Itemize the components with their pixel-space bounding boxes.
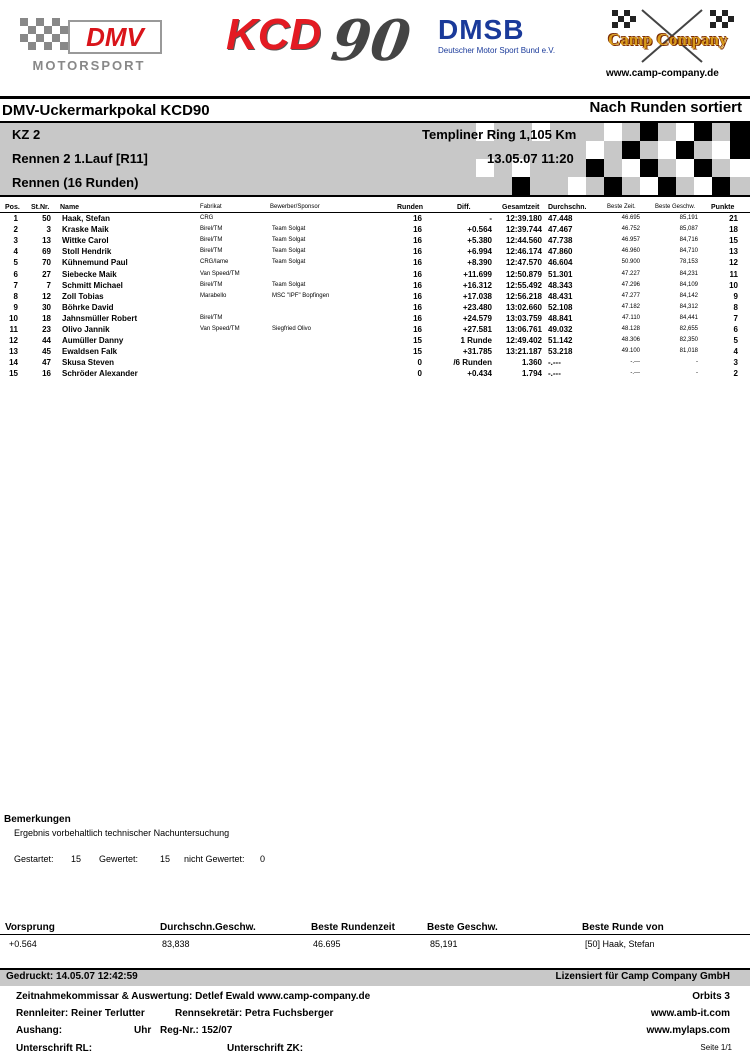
cell-diff: +24.579 xyxy=(462,313,492,323)
kcd-number: 90 xyxy=(327,8,415,74)
cell-beste-zeit: 46.695 xyxy=(621,215,640,221)
cell-beste-zeit: 49.100 xyxy=(621,348,640,355)
cell-bewerber: Team Solgat xyxy=(272,259,306,266)
summary-avg-speed-value: 83,838 xyxy=(162,939,190,949)
cell-stnr: 16 xyxy=(42,369,51,379)
cell-pos: 7 xyxy=(13,280,18,290)
cell-pos: 11 xyxy=(9,325,18,334)
cell-punkte: 3 xyxy=(733,358,738,368)
cell-name: Olivo Jannik xyxy=(62,325,110,334)
cell-beste-geschw: 81,018 xyxy=(679,348,698,355)
race-name: Rennen 2 1.Lauf [R11] xyxy=(12,151,148,166)
not-classified-label: nicht Gewertet: xyxy=(184,854,245,864)
col-gesamtzeit: Gesamtzeit xyxy=(502,204,540,211)
cell-diff: /6 Runden xyxy=(453,358,492,368)
cell-fabrikat: Birel/TM xyxy=(200,314,223,321)
cell-stnr: 18 xyxy=(42,313,51,323)
cell-bewerber: Team Solgat xyxy=(272,237,306,244)
cell-stnr: 7 xyxy=(46,280,51,290)
cell-beste-zeit: 47.182 xyxy=(621,303,640,310)
cell-punkte: 4 xyxy=(733,347,738,357)
cell-pos: 5 xyxy=(13,258,18,268)
cell-stnr: 13 xyxy=(42,236,51,246)
cell-runden: 16 xyxy=(413,258,422,268)
cell-beste-geschw: 84,716 xyxy=(679,237,698,244)
dmsb-subtitle: Deutscher Motor Sport Bund e.V. xyxy=(438,46,556,55)
cell-beste-zeit: 47.110 xyxy=(622,314,640,321)
cell-diff: +31.785 xyxy=(462,347,492,357)
cell-name: Kühnemund Paul xyxy=(62,258,128,268)
signature-zk: Unterschrift ZK: xyxy=(227,1043,304,1054)
cell-punkte: 9 xyxy=(733,291,738,301)
cell-durchschn: 49.032 xyxy=(548,325,573,334)
cell-bewerber: Team Solgat xyxy=(272,281,306,288)
cell-stnr: 47 xyxy=(42,358,51,368)
table-row xyxy=(0,303,750,314)
table-row xyxy=(0,225,750,236)
col-punkte: Punkte xyxy=(711,204,735,211)
cell-durchschn: 51.301 xyxy=(548,269,573,279)
cell-runden: 16 xyxy=(413,247,422,257)
cell-punkte: 18 xyxy=(729,225,738,235)
table-header-rule xyxy=(0,212,750,213)
cell-pos: 8 xyxy=(13,291,18,301)
cell-bewerber: Team Solgat xyxy=(272,226,306,233)
summary-best-lap-by-value: [50] Haak, Stefan xyxy=(585,939,655,949)
cell-gesamtzeit: 12:39.180 xyxy=(505,214,542,223)
cell-punkte: 5 xyxy=(733,336,738,346)
cell-pos: 9 xyxy=(13,302,18,312)
summary-best-speed-value: 85,191 xyxy=(430,939,458,949)
col-name: Name xyxy=(60,204,80,211)
cell-name: Wittke Carol xyxy=(62,236,109,246)
cell-diff: 1 Runde xyxy=(460,336,492,346)
cell-bewerber: Team Solgat xyxy=(272,248,306,255)
cell-name: Kraske Maik xyxy=(62,225,109,235)
cell-fabrikat: Marabello xyxy=(200,292,227,299)
race-class: KZ 2 xyxy=(12,127,41,142)
cell-stnr: 69 xyxy=(42,247,51,257)
col-pos: Pos. xyxy=(5,204,20,211)
cell-runden: 15 xyxy=(413,336,422,346)
cell-runden: 16 xyxy=(413,325,422,334)
cell-gesamtzeit: 13:21.187 xyxy=(505,347,542,357)
cell-beste-zeit: 47.296 xyxy=(621,281,640,288)
cell-stnr: 70 xyxy=(42,258,51,268)
signature-rl: Unterschrift RL: xyxy=(16,1043,93,1054)
cell-gesamtzeit: 1.794 xyxy=(521,369,542,379)
cell-beste-geschw: 85,191 xyxy=(679,215,698,221)
col-beste-zeit: Beste Zeit. xyxy=(607,204,636,210)
summary-lead-value: +0.564 xyxy=(9,939,37,949)
dmsb-logo xyxy=(436,14,556,62)
printed-timestamp: Gedruckt: 14.05.07 12:42:59 xyxy=(6,971,138,982)
cell-runden: 16 xyxy=(413,214,422,223)
cell-durchschn: 48.343 xyxy=(548,280,573,290)
cell-diff: +6.994 xyxy=(467,247,492,257)
dmv-subtitle: MOTORSPORT xyxy=(32,58,146,73)
cell-durchschn: -.--- xyxy=(548,369,561,379)
cell-beste-geschw: 84,109 xyxy=(679,281,698,288)
cell-name: Schmitt Michael xyxy=(62,280,123,290)
cell-pos: 13 xyxy=(9,347,18,357)
cell-diff: +8.390 xyxy=(467,258,492,268)
col-diff: Diff. xyxy=(457,204,471,211)
cell-beste-geschw: 84,142 xyxy=(679,292,698,299)
dmv-logo xyxy=(14,10,164,74)
cell-punkte: 2 xyxy=(733,369,738,379)
race-description: Rennen (16 Runden) xyxy=(12,175,139,190)
cell-beste-geschw: 84,231 xyxy=(679,270,698,277)
cell-beste-geschw: 84,710 xyxy=(679,248,698,255)
cell-name: Haak, Stefan xyxy=(62,214,111,223)
cell-pos: 1 xyxy=(13,214,18,223)
summary-avg-speed-label: Durchschn.Geschw. xyxy=(160,922,256,933)
cell-pos: 14 xyxy=(9,358,18,368)
cell-beste-geschw: - xyxy=(696,370,698,377)
cell-punkte: 13 xyxy=(729,247,738,257)
table-row xyxy=(0,247,750,258)
camp-company-url: www.camp-company.de xyxy=(606,68,719,79)
summary-best-speed-label: Beste Geschw. xyxy=(427,922,498,933)
posting-label: Aushang: xyxy=(16,1025,63,1036)
cell-beste-geschw: - xyxy=(696,359,698,366)
cell-diff: +23.480 xyxy=(462,302,492,312)
cell-runden: 16 xyxy=(413,225,422,235)
table-row xyxy=(0,292,750,303)
cell-durchschn: 48.841 xyxy=(548,313,573,323)
cell-runden: 0 xyxy=(417,369,422,379)
cell-beste-zeit: 48.128 xyxy=(621,326,640,332)
summary-best-lap-label: Beste Rundenzeit xyxy=(311,922,395,933)
cell-durchschn: 51.142 xyxy=(548,336,573,346)
cell-runden: 16 xyxy=(413,280,422,290)
cell-bewerber: Siegfried Olivo xyxy=(272,326,312,332)
not-classified-value: 0 xyxy=(260,854,266,864)
amb-url: www.amb-it.com xyxy=(650,1008,730,1019)
cell-diff: +27.581 xyxy=(462,325,492,334)
started-value: 15 xyxy=(71,854,82,864)
cell-durchschn: 53.218 xyxy=(548,347,573,357)
cell-fabrikat: Birel/TM xyxy=(200,248,223,255)
race-datetime: 13.05.07 11:20 xyxy=(487,151,574,166)
cell-punkte: 12 xyxy=(729,258,738,268)
cell-punkte: 7 xyxy=(733,313,738,323)
cell-beste-zeit: -.--- xyxy=(630,359,640,366)
cell-beste-zeit: -.--- xyxy=(630,370,640,377)
table-row xyxy=(0,214,750,225)
cell-punkte: 10 xyxy=(729,280,738,290)
col-stnr: St.Nr. xyxy=(31,204,50,211)
kcd-wordmark: KCD xyxy=(226,10,322,59)
cell-stnr: 3 xyxy=(46,225,51,235)
cell-name: Zoll Tobias xyxy=(62,291,104,301)
table-row xyxy=(0,236,750,247)
camp-company-logo xyxy=(602,6,744,82)
checkered-flag-icon xyxy=(20,14,68,54)
track-name: Templiner Ring 1,105 Km xyxy=(422,127,577,142)
cell-gesamtzeit: 13:02.660 xyxy=(505,302,542,312)
cell-punkte: 6 xyxy=(733,325,738,334)
cell-gesamtzeit: 12:44.560 xyxy=(505,236,542,246)
cell-runden: 16 xyxy=(413,291,422,301)
cell-diff: +11.699 xyxy=(463,269,492,279)
time-label: Uhr xyxy=(134,1025,152,1036)
cell-beste-geschw: 78,153 xyxy=(679,259,698,266)
cell-durchschn: 47.467 xyxy=(548,225,573,235)
cell-diff: +17.038 xyxy=(462,291,492,301)
cell-fabrikat: Van Speed/TM xyxy=(200,270,240,277)
cell-gesamtzeit: 1.360 xyxy=(521,358,542,368)
cell-name: Ewaldsen Falk xyxy=(62,347,118,357)
cell-durchschn: 47.738 xyxy=(548,236,573,246)
cell-beste-zeit: 47.227 xyxy=(621,270,640,277)
summary-rule xyxy=(0,934,750,935)
cell-runden: 0 xyxy=(417,358,422,368)
summary-lead-label: Vorsprung xyxy=(5,922,55,933)
cell-diff: +16.312 xyxy=(462,280,492,290)
cell-gesamtzeit: 12:39.744 xyxy=(505,225,542,235)
cell-diff: +0.434 xyxy=(467,369,492,379)
cell-stnr: 45 xyxy=(42,347,51,357)
cell-punkte: 21 xyxy=(729,214,738,223)
cell-beste-zeit: 48.306 xyxy=(621,337,640,344)
cell-name: Aumüller Danny xyxy=(62,336,124,346)
cell-stnr: 44 xyxy=(42,336,51,346)
table-row xyxy=(0,258,750,269)
cell-name: Jahnsmüller Robert xyxy=(62,313,138,323)
cell-stnr: 12 xyxy=(42,291,51,301)
cell-fabrikat: Birel/TM xyxy=(200,281,223,288)
cell-durchschn: -.--- xyxy=(548,358,561,368)
cell-fabrikat: CRG xyxy=(200,215,214,221)
cell-gesamtzeit: 12:47.570 xyxy=(505,258,542,268)
orbits-label: Orbits 3 xyxy=(692,991,730,1002)
table-row xyxy=(0,369,750,380)
timekeeper-line: Zeitnahmekommissar & Auswertung: Detlef Ewald www.camp-company.de xyxy=(16,991,371,1002)
license-text: Lizensiert für Camp Company GmbH xyxy=(555,971,730,982)
cell-stnr: 30 xyxy=(42,302,51,312)
cell-bewerber: MSC "IPF" Bopfingen xyxy=(272,292,330,299)
cell-punkte: 15 xyxy=(729,236,738,246)
remarks-text: Ergebnis vorbehaltlich technischer Nachuntersuchung xyxy=(14,828,230,838)
page-number: Seite 1/1 xyxy=(700,1043,732,1052)
cell-name: Schröder Alexander xyxy=(62,369,138,379)
cell-beste-geschw: 82,655 xyxy=(679,326,698,332)
cell-fabrikat: Birel/TM xyxy=(200,237,223,244)
cell-pos: 4 xyxy=(13,247,18,257)
cell-runden: 16 xyxy=(413,313,422,323)
table-row xyxy=(0,347,750,358)
summary-best-lap-value: 46.695 xyxy=(313,939,341,949)
cell-beste-zeit: 46.957 xyxy=(621,237,640,244)
table-row xyxy=(0,281,750,292)
cell-beste-geschw: 85,087 xyxy=(679,226,698,233)
cell-gesamtzeit: 12:50.879 xyxy=(505,269,542,279)
table-row xyxy=(0,325,750,336)
cell-punkte: 11 xyxy=(729,269,738,279)
table-row xyxy=(0,336,750,347)
cell-fabrikat: CRG/Iame xyxy=(200,259,229,266)
classified-value: 15 xyxy=(160,854,171,864)
mylaps-url: www.mylaps.com xyxy=(646,1025,730,1036)
cell-fabrikat: Birel/TM xyxy=(200,226,223,233)
cell-name: Stoll Hendrik xyxy=(62,247,112,257)
cell-gesamtzeit: 13:03.759 xyxy=(505,313,542,323)
cell-durchschn: 52.108 xyxy=(548,302,573,312)
cell-punkte: 8 xyxy=(733,302,738,312)
cell-gesamtzeit: 13:06.761 xyxy=(505,325,542,334)
cell-runden: 15 xyxy=(413,347,422,357)
cell-stnr: 23 xyxy=(42,325,51,334)
registration-number: Reg-Nr.: 152/07 xyxy=(160,1025,233,1036)
cell-pos: 3 xyxy=(13,236,18,246)
col-durchschn: Durchschn. xyxy=(548,204,587,211)
cell-gesamtzeit: 12:49.402 xyxy=(505,336,542,346)
cell-runden: 16 xyxy=(413,269,422,279)
cell-stnr: 50 xyxy=(42,214,51,223)
cell-name: Skusa Steven xyxy=(62,358,115,368)
cell-runden: 16 xyxy=(413,302,422,312)
table-row xyxy=(0,358,750,369)
col-runden: Runden xyxy=(397,204,424,211)
cell-gesamtzeit: 12:56.218 xyxy=(505,291,542,301)
col-fabrikat: Fabrikat xyxy=(200,204,222,210)
cell-beste-geschw: 84,441 xyxy=(679,314,698,321)
cell-diff: +5.380 xyxy=(467,236,492,246)
col-beste-geschw: Beste Geschw. xyxy=(655,204,696,210)
cell-diff: - xyxy=(489,214,492,223)
table-row xyxy=(0,314,750,325)
race-director: Rennleiter: Reiner Terlutter xyxy=(16,1008,145,1019)
cell-durchschn: 47.448 xyxy=(548,214,573,223)
cell-fabrikat: Van Speed/TM xyxy=(200,326,240,332)
cell-pos: 15 xyxy=(9,369,18,379)
classified-label: Gewertet: xyxy=(99,854,139,864)
dmsb-wordmark: DMSB xyxy=(438,14,525,45)
cell-beste-zeit: 50.900 xyxy=(621,259,640,266)
cell-name: Siebecke Maik xyxy=(62,269,117,279)
table-row xyxy=(0,270,750,281)
remarks-title: Bemerkungen xyxy=(4,814,71,825)
cell-gesamtzeit: 12:55.492 xyxy=(505,280,542,290)
kcd90-logo xyxy=(222,6,415,80)
event-title: DMV-Uckermarkpokal KCD90 xyxy=(2,102,210,119)
cell-name: Böhrke David xyxy=(62,302,114,312)
cell-beste-geschw: 82,350 xyxy=(679,337,698,344)
cell-stnr: 27 xyxy=(42,269,51,279)
cell-pos: 2 xyxy=(13,225,18,235)
sort-label: Nach Runden sortiert xyxy=(589,99,742,116)
cell-diff: +0.564 xyxy=(467,225,492,235)
cell-beste-zeit: 47.277 xyxy=(621,292,640,299)
dmv-wordmark: DMV xyxy=(68,20,162,54)
cell-runden: 16 xyxy=(413,236,422,246)
cell-pos: 10 xyxy=(9,313,18,323)
cell-durchschn: 48.431 xyxy=(548,291,573,301)
cell-durchschn: 46.604 xyxy=(548,258,573,268)
race-secretary: Rennsekretär: Petra Fuchsberger xyxy=(175,1008,334,1019)
camp-company-wordmark: Camp Company xyxy=(608,30,728,49)
started-label: Gestartet: xyxy=(14,854,54,864)
cell-beste-zeit: 46.960 xyxy=(621,248,640,255)
summary-best-lap-by-label: Beste Runde von xyxy=(582,922,664,933)
cell-pos: 12 xyxy=(9,336,18,346)
cell-beste-geschw: 84,312 xyxy=(679,303,698,310)
cell-pos: 6 xyxy=(13,269,18,279)
col-bewerber: Bewerber/Sponsor xyxy=(270,204,320,210)
cell-gesamtzeit: 12:46.174 xyxy=(505,247,542,257)
header-rule-bottom xyxy=(0,195,750,197)
cell-beste-zeit: 46.752 xyxy=(621,226,640,233)
cell-durchschn: 47.860 xyxy=(548,247,573,257)
